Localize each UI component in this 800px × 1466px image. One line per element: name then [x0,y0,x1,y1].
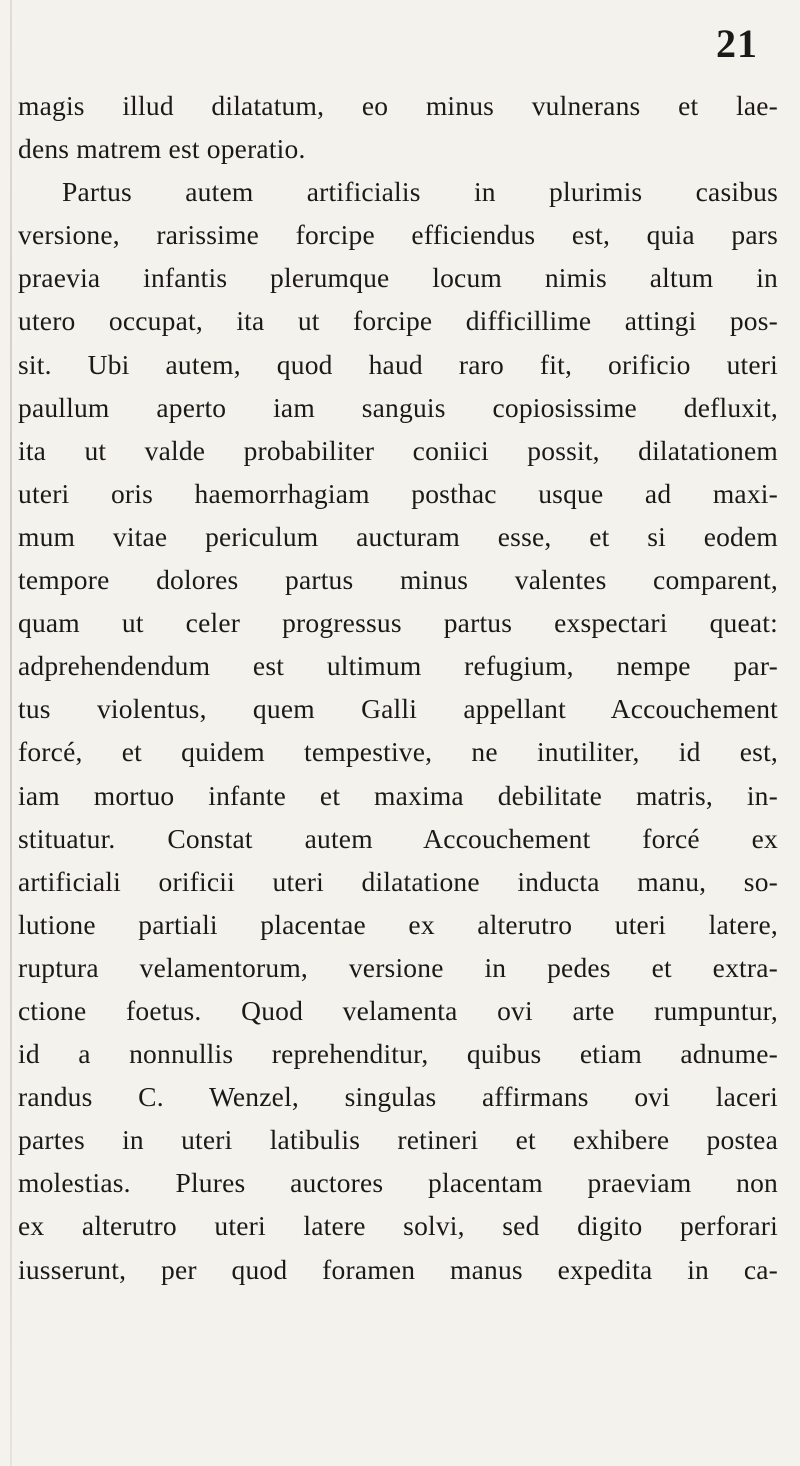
text-line: tempore dolores partus minus valentes comparent, [18,564,778,596]
text-line: randus C. Wenzel, singulas affirmans ovi laceri [18,1081,778,1113]
text-line: mum vitae periculum aucturam esse, et si eodem [18,520,778,552]
text-line: ctione foetus. Quod velamenta ovi arte rumpuntur, [18,994,778,1026]
body-text [18,84,778,1291]
text-line: stituatur. Constat autem Accouchement forcé ex [18,822,778,854]
page-number: 21 [716,21,758,66]
text-line: ex alterutro uteri latere solvi, sed digito perforari [18,1210,778,1242]
text-line: quam ut celer progressus partus exspectari queat: [18,607,778,639]
paragraph-first-line: Partus autem artificialis in plurimis casibus [62,176,778,208]
text-line: magis illud dilatatum, eo minus vulnerans et lae- [18,90,778,121]
text-line: versione, rarissime forcipe efficiendus est, quia pars [18,219,778,251]
text-line: id a nonnullis reprehenditur, quibus etiam adnume- [18,1038,778,1070]
text-line: partes in uteri latibulis retineri et exhibere postea [18,1124,778,1156]
text-line: ita ut valde probabiliter coniici possit, dilatationem [18,434,778,466]
text-line: molestias. Plures auctores placentam praeviam non [18,1167,778,1199]
text-line: uteri oris haemorrhagiam posthac usque ad maxi- [18,477,778,509]
text-line: artificiali orificii uteri dilatatione inducta manu, so- [18,865,778,897]
text-line: forcé, et quidem tempestive, ne inutiliter, id est, [18,736,778,768]
binding-edge [10,0,12,1466]
text-line: iusserunt, per quod foramen manus expedita in ca- [18,1253,778,1285]
text-line: sit. Ubi autem, quod haud raro fit, orificio uteri [18,348,778,380]
text-line: tus violentus, quem Galli appellant Accouchement [18,693,778,725]
text-line: adprehendendum est ultimum refugium, nempe par- [18,650,778,682]
text-line: utero occupat, ita ut forcipe difficillime attingi pos- [18,305,778,337]
text-line: iam mortuo infante et maxima debilitate matris, in- [18,779,778,811]
text-line: lutione partiali placentae ex alterutro uteri latere, [18,908,778,940]
text-line: praevia infantis plerumque locum nimis altum in [18,262,778,294]
text-line: ruptura velamentorum, versione in pedes et extra- [18,951,778,983]
text-line: paullum aperto iam sanguis copiosissime defluxit, [18,391,778,423]
text-line: dens matrem est operatio. [18,133,306,165]
